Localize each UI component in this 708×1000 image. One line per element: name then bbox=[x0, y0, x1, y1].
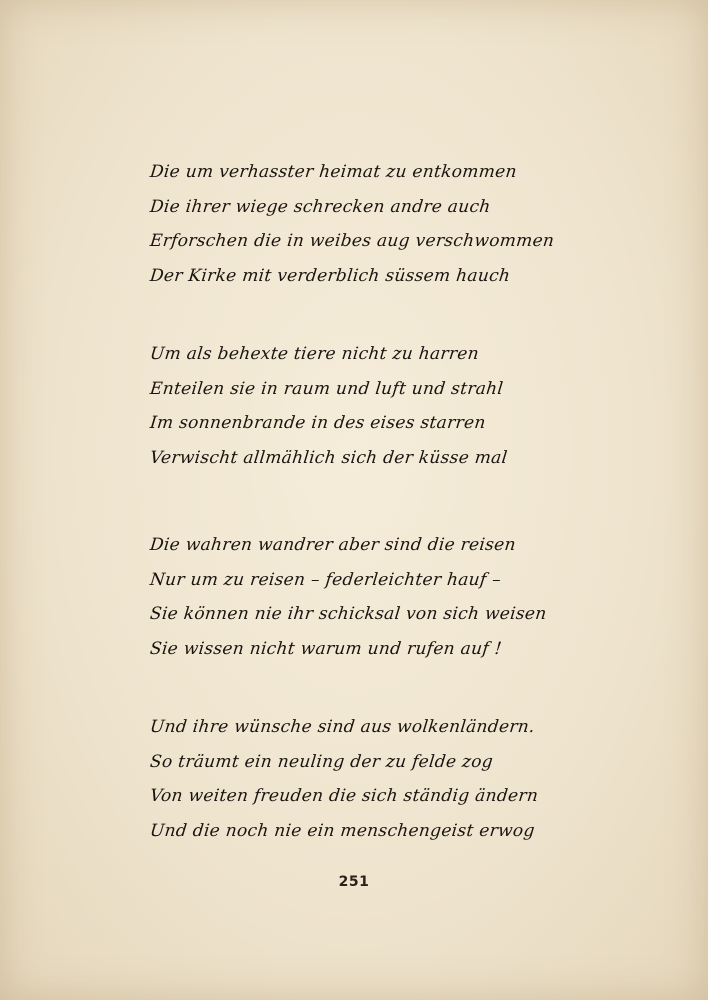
poem-line: Sie können nie ihr schicksal von sich weisen bbox=[148, 604, 548, 624]
page-number: 251 bbox=[338, 874, 370, 890]
poem-line: Nur um zu reisen – federleichter hauf – bbox=[148, 569, 503, 590]
poem-line: Von weiten freuden die sich ständig ändern bbox=[148, 786, 540, 806]
poem-line: Die wahren wandrer aber sind die reisen bbox=[148, 535, 517, 555]
poem-line: So träumt ein neuling der zu felde zog bbox=[148, 751, 495, 772]
poem-line: Enteilen sie in raum und luft und strahl bbox=[148, 378, 505, 399]
poem-stanza-2 bbox=[150, 337, 570, 475]
poem-line: Verwischt allmählich sich der küsse mal bbox=[148, 447, 509, 468]
poem-line: Die ihrer wiege schrecken andre auch bbox=[148, 196, 492, 217]
poem-stanza-4 bbox=[150, 710, 570, 848]
poem-stanza-1 bbox=[150, 155, 570, 293]
poem-line: Und die noch nie ein menschengeist erwog bbox=[148, 820, 536, 841]
poem-line: Um als behexte tiere nicht zu harren bbox=[148, 344, 480, 364]
poem-line: Im sonnenbrande in des eises starren bbox=[148, 413, 487, 433]
poem-stanza-3 bbox=[150, 528, 570, 666]
poem-line: Und ihre wünsche sind aus wolkenländern. bbox=[148, 717, 536, 737]
poem-line: Sie wissen nicht warum und rufen auf ! bbox=[148, 638, 503, 659]
poem-line: Erforschen die in weibes aug verschwommen bbox=[148, 231, 556, 251]
poem-line: Die um verhasster heimat zu entkommen bbox=[148, 162, 518, 182]
poem-line: Der Kirke mit verderblich süssem hauch bbox=[148, 265, 512, 286]
